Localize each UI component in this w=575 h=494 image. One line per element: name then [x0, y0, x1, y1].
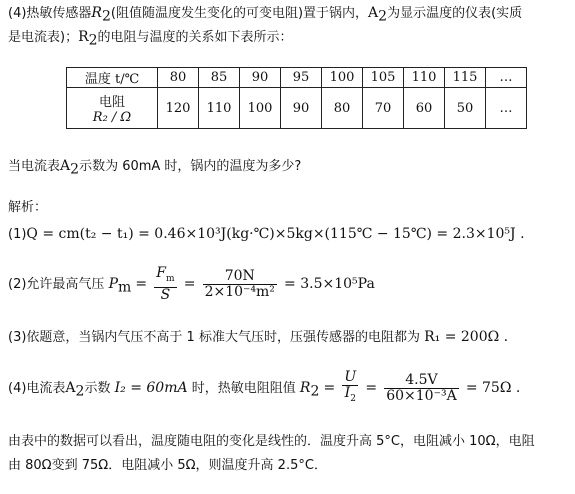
- a2-subscript: 2: [378, 8, 388, 25]
- temperature-resistance-table: [66, 67, 527, 129]
- table-row-resistance: [67, 88, 527, 129]
- table-cell: 110: [404, 68, 445, 88]
- solution-step-2: (2)允许最高气压 $P_m$ = $\frac{F_m}{S}$ = $\frac{70N}{\text{2×10⁻⁴m²}}$ = 3.5×10⁵Pa: [8, 265, 375, 303]
- pm-symbol: P: [108, 275, 118, 292]
- table-header-resistance-label: 电阻: [98, 95, 125, 110]
- step-number: (1): [8, 227, 27, 242]
- pm-subscript: m: [117, 279, 132, 296]
- r1-equation: R₁ = 200Ω .: [424, 329, 509, 345]
- solution-label: 解析：: [8, 200, 48, 215]
- table-header-temperature: 温度 t/℃: [67, 68, 158, 88]
- table-cell: 95: [281, 68, 322, 88]
- fraction-values: [384, 373, 458, 404]
- table-row-temperature: [67, 68, 527, 88]
- conclusion-line-1: 由表中的数据可以看出，温度随电阻的变化是线性的．温度升高 5°C，电阻减小 10Ω，电阻: [8, 434, 535, 449]
- table-cell: 80: [158, 68, 199, 88]
- step-text: (3)依题意，当锅内气压不高于 1 标准大气压时，压强传感器的电阻都为: [8, 330, 420, 345]
- solution-step-4: (4)电流表$A_2$示数 I₂ = 60mA 时，热敏电阻阻值 $R_2$ = $\frac{U}{I_2}$ = $\frac{4.5V}{\text{60×10⁻³A}}$ = 75Ω .: [8, 370, 520, 408]
- fraction-numerator: 4.5V: [405, 371, 438, 388]
- intro-text: 为显示温度的仪表(实质: [387, 6, 523, 21]
- a2-subscript: 2: [75, 383, 85, 400]
- current-subscript: 2: [350, 393, 356, 404]
- table-cell: 90: [281, 88, 322, 129]
- conclusion-line-2: 由 80Ω变到 75Ω．电阻减小 5Ω，则温度升高 2.5°C．: [8, 458, 327, 473]
- solution-step-3: [8, 328, 508, 347]
- step-text: 时，热敏电阻阻值: [191, 380, 296, 396]
- table-cell: 100: [240, 88, 281, 129]
- current-equation: I₂ = 60mA: [114, 379, 188, 396]
- r2-symbol: R: [91, 5, 102, 21]
- fraction-values: [203, 269, 277, 300]
- fraction-numerator: 70N: [224, 267, 255, 284]
- table-cell: 110: [199, 88, 240, 129]
- intro-text: (4)热敏传感器: [8, 6, 92, 21]
- table-cell: 90: [240, 68, 281, 88]
- table-cell: 60: [404, 88, 445, 129]
- intro-text: (阻值随温度发生变化的可变电阻)置于锅内，: [110, 6, 369, 21]
- r2-subscript: 2: [310, 383, 320, 400]
- step-text: 示数: [84, 380, 111, 396]
- table-cell: 80: [322, 88, 363, 129]
- step-text: (4)电流表: [8, 380, 66, 396]
- table-cell: 100: [322, 68, 363, 88]
- a2-subscript: 2: [70, 161, 80, 178]
- a2-symbol: A: [60, 158, 71, 174]
- r2-subscript: 2: [101, 8, 111, 25]
- question-text: 示数为 60mA 时，锅内的温度为多少?: [79, 159, 302, 174]
- intro-text: 是电流表)；: [8, 30, 79, 45]
- fraction-voltage-current: [342, 370, 358, 407]
- table-header-resistance: [67, 88, 158, 129]
- intro-line-2: [8, 28, 293, 50]
- resistance-result: = 75Ω .: [465, 379, 521, 396]
- table-cell: 70: [363, 88, 404, 129]
- voltage-symbol: U: [344, 369, 357, 385]
- intro-line-1: [8, 4, 522, 26]
- force-subscript: m: [166, 273, 175, 284]
- heat-equation: Q = cm(t₂ − t₁) = 0.46×10³J(kg·℃)×5kg×(115℃ − 15℃) = 2.3×10⁵J .: [26, 226, 525, 242]
- force-symbol: F: [156, 265, 166, 281]
- table-header-resistance-unit: R₂ / Ω: [92, 110, 132, 125]
- fraction-denominator: 60×10⁻³A: [386, 387, 457, 404]
- r2-symbol: R: [78, 29, 89, 45]
- table-cell: 105: [363, 68, 404, 88]
- r2-subscript: 2: [88, 32, 98, 49]
- pressure-result: = 3.5×10⁵Pa: [284, 275, 375, 292]
- question-line: [8, 157, 301, 179]
- table-cell: 50: [445, 88, 486, 129]
- table-cell: 120: [158, 88, 199, 129]
- solution-step-1: [8, 225, 525, 244]
- table-cell: 85: [199, 68, 240, 88]
- a2-symbol: A: [368, 5, 379, 21]
- table-cell: 115: [445, 68, 486, 88]
- r2-symbol: R: [299, 379, 311, 396]
- step-text: (2)允许最高气压: [8, 276, 105, 292]
- a2-symbol: A: [65, 379, 76, 396]
- fraction-force-area: [154, 266, 176, 303]
- table-cell: …: [486, 68, 527, 88]
- area-symbol: S: [154, 287, 176, 303]
- current-symbol: I: [344, 385, 351, 401]
- table-cell: …: [486, 88, 527, 129]
- fraction-denominator: 2×10⁻⁴m²: [204, 283, 275, 300]
- intro-text: 的电阻与温度的关系如下表所示：: [97, 30, 293, 45]
- question-text: 当电流表: [8, 159, 61, 174]
